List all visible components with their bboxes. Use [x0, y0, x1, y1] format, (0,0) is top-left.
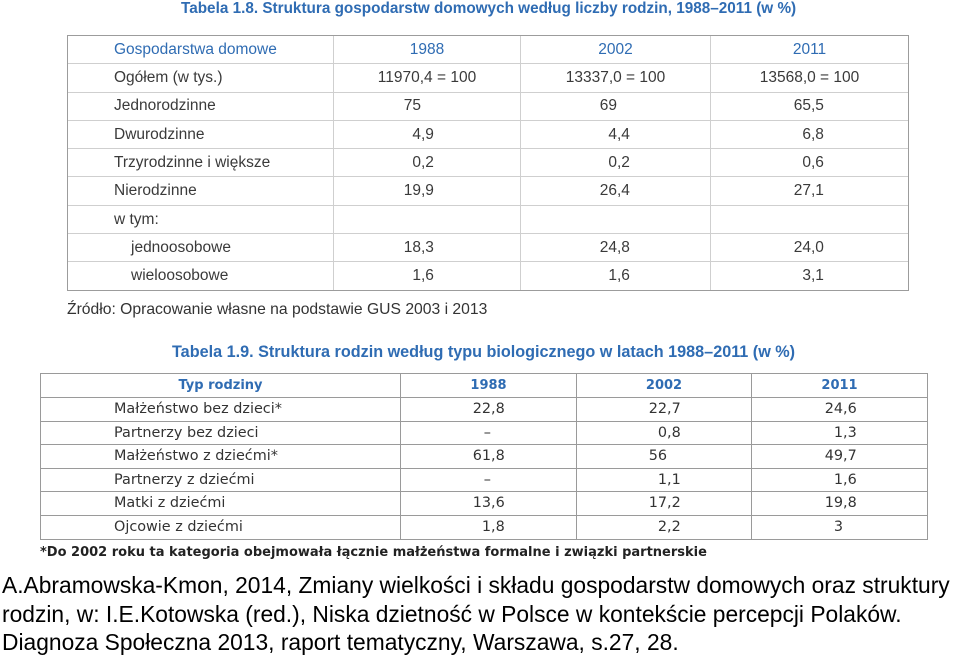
row-label: wieloosobowe — [68, 262, 334, 290]
table-cell — [752, 398, 928, 422]
table-cell — [752, 468, 928, 492]
value-integer-part: 27 — [793, 182, 811, 200]
value-decimal-part: ,2 — [421, 154, 434, 172]
table-body — [68, 64, 909, 290]
value-integer-part: 0 — [412, 154, 421, 172]
value-decimal-part: ,8 — [811, 125, 824, 143]
value-decimal-part: ,8 — [491, 519, 505, 536]
table-cell: 13337,0 = 100 — [521, 64, 711, 92]
table-cell — [521, 120, 711, 148]
table-cell — [577, 492, 752, 516]
table-cell — [521, 234, 711, 262]
table-row — [68, 234, 909, 262]
table-cell — [521, 149, 711, 177]
value-decimal-part: ,9 — [421, 182, 434, 200]
value-decimal-part: ,1 — [811, 267, 824, 285]
table-cell — [521, 92, 711, 120]
table-cell — [577, 445, 752, 469]
value-integer-part: 3 — [833, 519, 843, 536]
value-integer-part: 24 — [599, 238, 617, 256]
value-integer-part: 1 — [657, 471, 667, 488]
table-header-row — [41, 374, 928, 398]
row-label: Partnerzy bez dzieci — [41, 421, 401, 445]
row-label: Jednorodzinne — [68, 92, 334, 120]
value-decimal-part: ,2 — [617, 154, 630, 172]
value-integer-part: 1 — [833, 471, 843, 488]
value-integer-part: 24 — [793, 238, 811, 256]
value-decimal-part: ,8 — [617, 238, 630, 256]
value-integer-part: 1 — [481, 519, 491, 536]
value-integer-part: 13 — [472, 495, 491, 512]
table-cell — [334, 92, 521, 120]
value-decimal-part: ,1 — [811, 182, 824, 200]
value-integer-part: 4 — [608, 125, 617, 143]
value-integer-part: 18 — [403, 238, 421, 256]
table-row — [68, 177, 909, 205]
source-note: Źródło: Opracowanie własne na podstawie GUS 2003 i 2013 — [67, 301, 488, 318]
table-1-title: Tabela 1.8. Struktura gospodarstw domowych według liczby rodzin, 1988–2011 (w %) — [181, 0, 797, 17]
value-decimal-part: ,7 — [843, 448, 857, 465]
value-integer-part: 4 — [412, 125, 421, 143]
row-label: Matki z dziećmi — [41, 492, 401, 516]
value-integer-part: 19 — [824, 495, 843, 512]
column-header-2011: 2011 — [711, 36, 909, 64]
column-header-family-type: Typ rodziny — [41, 374, 401, 398]
value-decimal-part: ,6 — [617, 267, 630, 285]
table-row — [41, 445, 928, 469]
table-cell — [752, 445, 928, 469]
table-row — [68, 64, 909, 92]
value-integer-part: 26 — [599, 182, 617, 200]
value-decimal-part: ,2 — [667, 495, 681, 512]
table-header — [41, 374, 928, 398]
value-decimal-part: ,3 — [421, 238, 434, 256]
value-integer-part: 69 — [599, 97, 617, 115]
table-row — [68, 92, 909, 120]
table-row — [41, 468, 928, 492]
table-header — [68, 36, 909, 64]
table-cell: 13568,0 = 100 — [711, 64, 909, 92]
value-integer-part: 22 — [472, 401, 491, 418]
breakdown-label: w tym: — [68, 205, 334, 233]
column-header-2002: 2002 — [521, 36, 711, 64]
value-decimal-part: ,0 — [811, 238, 824, 256]
value-integer-part: 56 — [648, 448, 667, 465]
table-cell — [401, 515, 577, 539]
value-integer-part: 0 — [657, 424, 667, 441]
table-cell — [711, 120, 909, 148]
table-cell — [334, 262, 521, 290]
table-row — [41, 515, 928, 539]
value-integer-part: 17 — [648, 495, 667, 512]
value-decimal-part: ,5 — [811, 97, 824, 115]
value-integer-part: 49 — [824, 448, 843, 465]
table-row — [41, 492, 928, 516]
citation-line: Diagnoza Społeczna 2013, raport tematyczny, Warszawa, s.27, 28. — [2, 629, 679, 655]
value-decimal-part: ,6 — [811, 154, 824, 172]
table-cell — [577, 398, 752, 422]
table-cell — [711, 149, 909, 177]
table-cell — [711, 262, 909, 290]
value-integer-part: 1 — [412, 267, 421, 285]
value-integer-part: 1 — [833, 424, 843, 441]
empty-cell — [334, 205, 521, 233]
table-cell — [401, 445, 577, 469]
row-label: Partnerzy z dziećmi — [41, 468, 401, 492]
row-label: Trzyrodzinne i większe — [68, 149, 334, 177]
value-integer-part: 65 — [793, 97, 811, 115]
table-cell — [752, 421, 928, 445]
table-cell — [334, 149, 521, 177]
row-label: Nierodzinne — [68, 177, 334, 205]
citation — [2, 571, 950, 657]
empty-cell — [521, 205, 711, 233]
citation-line: A.Abramowska-Kmon, 2014, Zmiany wielkości i składu gospodarstw domowych oraz struktury — [2, 572, 950, 598]
value-integer-part: 24 — [824, 401, 843, 418]
value-integer-part: 1 — [608, 267, 617, 285]
table-cell — [401, 421, 577, 445]
column-header-1988: 1988 — [334, 36, 521, 64]
table-body — [41, 398, 928, 540]
value-decimal-part: ,4 — [617, 182, 630, 200]
value-decimal-part: ,8 — [491, 401, 505, 418]
household-structure-table — [67, 35, 909, 291]
value-decimal-part: ,8 — [491, 448, 505, 465]
table-cell — [711, 92, 909, 120]
value-integer-part: 19 — [403, 182, 421, 200]
row-label: Ogółem (w tys.) — [68, 64, 334, 92]
value-integer-part: 3 — [802, 267, 811, 285]
value-integer-part: 2 — [657, 519, 667, 536]
table-cell — [401, 468, 577, 492]
table-cell — [334, 120, 521, 148]
value-decimal-part: ,6 — [843, 471, 857, 488]
citation-line: rodzin, w: I.E.Kotowska (red.), Niska dzietność w Polsce w kontekście percepcji Polaków. — [2, 600, 902, 627]
value-decimal-part: ,3 — [843, 424, 857, 441]
value-decimal-part: ,4 — [617, 125, 630, 143]
table-row — [68, 262, 909, 290]
column-header-households: Gospodarstwa domowe — [68, 36, 334, 64]
value-decimal-part: ,2 — [667, 519, 681, 536]
value-decimal-part: ,6 — [843, 401, 857, 418]
value-decimal-part: ,8 — [667, 424, 681, 441]
table-cell — [334, 177, 521, 205]
table-header-row — [68, 36, 909, 64]
table-cell — [334, 234, 521, 262]
value-integer-part: 61 — [472, 448, 491, 465]
table-cell — [401, 398, 577, 422]
family-structure-table — [40, 373, 928, 540]
value-decimal-part: ,7 — [667, 401, 681, 418]
table-cell — [752, 515, 928, 539]
table-cell — [711, 234, 909, 262]
value-integer-part: 22 — [648, 401, 667, 418]
table-cell — [401, 492, 577, 516]
table-row — [41, 421, 928, 445]
row-label: jednoosobowe — [68, 234, 334, 262]
table-cell — [711, 177, 909, 205]
value-decimal-part: ,1 — [667, 471, 681, 488]
value-integer-part: 75 — [403, 97, 421, 115]
column-header-2011: 2011 — [752, 374, 928, 398]
table-row — [68, 120, 909, 148]
table-row — [41, 398, 928, 422]
table-cell — [577, 468, 752, 492]
column-header-2002: 2002 — [577, 374, 752, 398]
column-header-1988: 1988 — [401, 374, 577, 398]
value-integer-part: – — [483, 471, 491, 488]
value-integer-part: – — [483, 424, 491, 441]
value-decimal-part: ,6 — [421, 267, 434, 285]
row-label: Małżeństwo bez dzieci* — [41, 398, 401, 422]
value-decimal-part: ,9 — [421, 125, 434, 143]
value-integer-part: 0 — [802, 154, 811, 172]
value-integer-part: 0 — [608, 154, 617, 172]
table-cell: 11970,4 = 100 — [334, 64, 521, 92]
table-cell — [521, 177, 711, 205]
table-cell — [577, 515, 752, 539]
value-decimal-part: ,6 — [491, 495, 505, 512]
row-label: Ojcowie z dziećmi — [41, 515, 401, 539]
table-row-breakdown-heading — [68, 205, 909, 233]
empty-cell — [711, 205, 909, 233]
table-cell — [577, 421, 752, 445]
table-2-title: Tabela 1.9. Struktura rodzin według typu biologicznego w latach 1988–2011 (w %) — [172, 343, 796, 361]
value-integer-part: 6 — [802, 125, 811, 143]
footnote: *Do 2002 roku ta kategoria obejmowała łącznie małżeństwa formalne i związki partnerskie — [40, 545, 707, 560]
row-label: Małżeństwo z dziećmi* — [41, 445, 401, 469]
value-decimal-part: ,8 — [843, 495, 857, 512]
row-label: Dwurodzinne — [68, 120, 334, 148]
table-cell — [521, 262, 711, 290]
table-row — [68, 149, 909, 177]
table-cell — [752, 492, 928, 516]
